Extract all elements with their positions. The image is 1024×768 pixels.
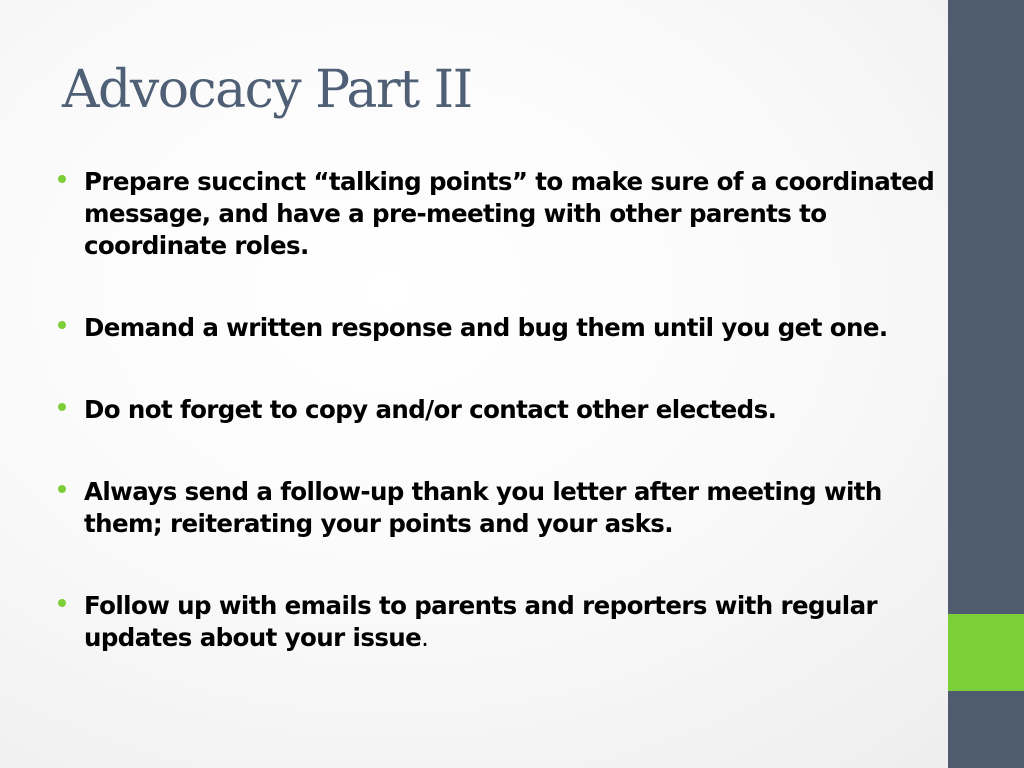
side-accent-block xyxy=(948,614,1024,691)
bullet-item xyxy=(58,476,938,540)
bullet-item xyxy=(58,166,938,262)
bullet-text: Prepare succinct “talking points” to make sure of a coordinated message, and have a pre-meeting with other parents to coordinate roles. xyxy=(84,167,935,260)
bullet-dot-icon xyxy=(58,403,66,411)
bullet-dot-icon xyxy=(58,485,66,493)
bullet-list xyxy=(58,166,938,704)
bullet-dot-icon xyxy=(58,175,66,183)
bullet-dot-icon xyxy=(58,599,66,607)
bullet-item xyxy=(58,590,938,654)
bullet-text: Demand a written response and bug them until you get one. xyxy=(84,313,888,342)
bullet-text: Always send a follow-up thank you letter after meeting with them; reiterating your points and your asks. xyxy=(84,477,882,538)
bullet-item xyxy=(58,312,938,344)
bullet-dot-icon xyxy=(58,321,66,329)
bullet-trailing-period: . xyxy=(421,623,429,652)
slide-title: Advocacy Part II xyxy=(62,60,472,120)
bullet-item xyxy=(58,394,938,426)
bullet-text: Do not forget to copy and/or contact other electeds. xyxy=(84,395,777,424)
bullet-text: Follow up with emails to parents and reporters with regular updates about your issue xyxy=(84,591,878,652)
